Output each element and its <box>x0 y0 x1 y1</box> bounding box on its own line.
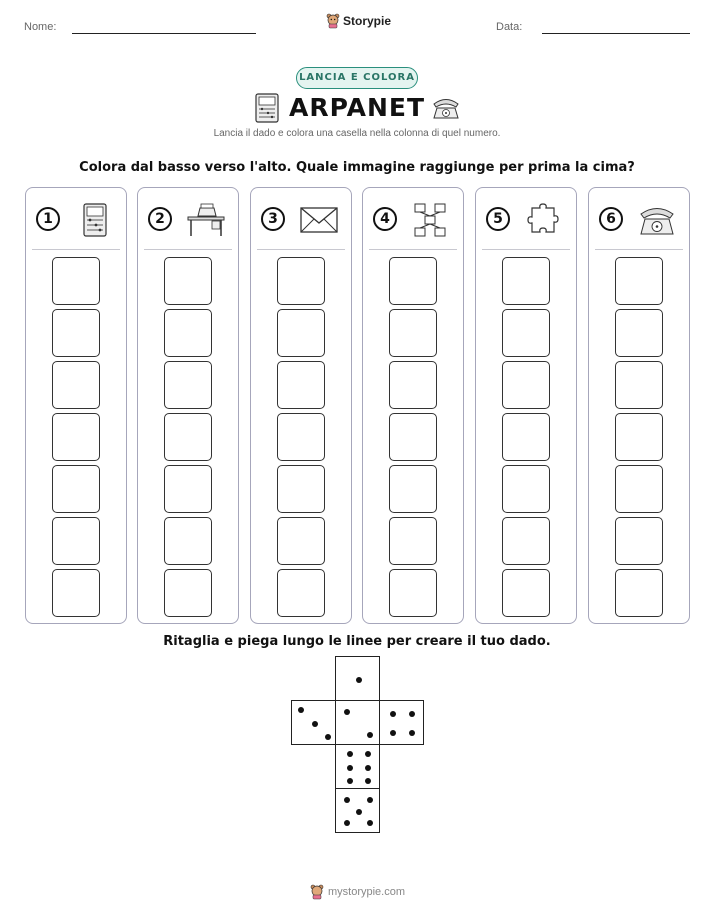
column-1 <box>25 187 127 624</box>
date-label: Data: <box>496 21 523 33</box>
die-pip <box>344 820 350 826</box>
die-pip <box>409 711 415 717</box>
column-divider <box>595 249 683 250</box>
color-box[interactable] <box>164 465 212 513</box>
bear-mascot-icon <box>326 13 340 29</box>
die-pip <box>344 797 350 803</box>
die-pip <box>390 711 396 717</box>
column-number: 2 <box>148 207 172 231</box>
column-header <box>589 188 689 250</box>
die-pip <box>356 809 362 815</box>
die-pip <box>365 778 371 784</box>
column-number: 6 <box>599 207 623 231</box>
die-pip <box>344 709 350 715</box>
color-box[interactable] <box>502 361 550 409</box>
column-number: 3 <box>261 207 285 231</box>
column-divider <box>257 249 345 250</box>
die-pip <box>312 721 318 727</box>
color-box[interactable] <box>277 413 325 461</box>
network-diagram-icon <box>409 202 453 238</box>
column-header <box>476 188 576 250</box>
column-number: 4 <box>373 207 397 231</box>
color-box[interactable] <box>52 309 100 357</box>
die-pip <box>367 732 373 738</box>
color-box[interactable] <box>389 413 437 461</box>
puzzle-piece-icon <box>522 202 566 238</box>
die-face-1 <box>335 656 380 701</box>
rotary-telephone-icon <box>635 202 679 238</box>
color-box[interactable] <box>389 569 437 617</box>
activity-badge: LANCIA E COLORA <box>296 67 418 89</box>
color-box[interactable] <box>502 413 550 461</box>
die-pip <box>356 677 362 683</box>
typewriter-desk-icon <box>184 202 228 238</box>
die-pip <box>347 765 353 771</box>
color-box[interactable] <box>615 257 663 305</box>
brand-name: Storypie <box>343 14 392 28</box>
column-2 <box>137 187 239 624</box>
column-3 <box>250 187 352 624</box>
die-face-6 <box>335 744 380 789</box>
footer <box>310 884 405 900</box>
envelope-icon <box>297 202 341 238</box>
color-box[interactable] <box>277 361 325 409</box>
column-4 <box>362 187 464 624</box>
die-pip <box>347 751 353 757</box>
footer-url: mystorypie.com <box>328 886 406 898</box>
color-box[interactable] <box>389 309 437 357</box>
color-box[interactable] <box>389 361 437 409</box>
column-divider <box>369 249 457 250</box>
color-box[interactable] <box>52 465 100 513</box>
die-pip <box>409 730 415 736</box>
die-pip <box>365 765 371 771</box>
color-box[interactable] <box>615 569 663 617</box>
title-row <box>0 90 714 126</box>
color-box[interactable] <box>502 257 550 305</box>
bear-mascot-icon <box>310 884 324 900</box>
column-header <box>251 188 351 250</box>
page-title: ARPANET <box>288 93 426 122</box>
color-box[interactable] <box>52 413 100 461</box>
abacus-computer-icon <box>72 202 116 238</box>
color-box[interactable] <box>502 569 550 617</box>
die-face-2 <box>335 700 380 745</box>
color-box[interactable] <box>615 465 663 513</box>
die-pip <box>365 751 371 757</box>
color-box[interactable] <box>164 413 212 461</box>
color-box[interactable] <box>52 517 100 565</box>
die-pip <box>325 734 331 740</box>
color-box[interactable] <box>615 517 663 565</box>
color-box[interactable] <box>615 309 663 357</box>
die-pip <box>347 778 353 784</box>
abacus-computer-icon <box>254 92 280 124</box>
column-header <box>26 188 126 250</box>
column-header <box>363 188 463 250</box>
color-box[interactable] <box>502 517 550 565</box>
color-box[interactable] <box>502 465 550 513</box>
name-label: Nome: <box>24 21 57 33</box>
subtitle: Lancia il dado e colora una casella nella colonna di quel numero. <box>213 128 501 139</box>
color-box[interactable] <box>502 309 550 357</box>
color-box[interactable] <box>277 569 325 617</box>
color-box[interactable] <box>277 257 325 305</box>
color-box[interactable] <box>277 309 325 357</box>
color-box[interactable] <box>389 257 437 305</box>
color-box[interactable] <box>164 517 212 565</box>
color-box[interactable] <box>164 569 212 617</box>
die-pip <box>367 797 373 803</box>
column-divider <box>482 249 570 250</box>
rotary-telephone-icon <box>430 94 462 120</box>
column-number: 5 <box>486 207 510 231</box>
die-pip <box>367 820 373 826</box>
date-line <box>542 33 690 34</box>
color-box[interactable] <box>615 413 663 461</box>
column-5 <box>475 187 577 624</box>
column-header <box>138 188 238 250</box>
die-pip <box>298 707 304 713</box>
column-divider <box>144 249 232 250</box>
color-box[interactable] <box>615 361 663 409</box>
column-divider <box>32 249 120 250</box>
color-box[interactable] <box>52 361 100 409</box>
brand-logo <box>326 13 391 29</box>
die-face-5 <box>335 788 380 833</box>
color-box[interactable] <box>389 465 437 513</box>
die-face-4 <box>379 700 424 745</box>
color-box[interactable] <box>164 309 212 357</box>
die-pip <box>390 730 396 736</box>
color-box[interactable] <box>164 361 212 409</box>
color-box[interactable] <box>52 257 100 305</box>
die-face-3 <box>291 700 336 745</box>
name-line <box>72 33 256 34</box>
column-number: 1 <box>36 207 60 231</box>
color-box[interactable] <box>389 517 437 565</box>
color-box[interactable] <box>277 517 325 565</box>
color-box[interactable] <box>277 465 325 513</box>
instruction: Colora dal basso verso l'alto. Quale immagine raggiunge per prima la cima? <box>79 160 635 175</box>
color-box[interactable] <box>52 569 100 617</box>
die-caption: Ritaglia e piega lungo le linee per creare il tuo dado. <box>163 634 551 649</box>
column-6 <box>588 187 690 624</box>
color-box[interactable] <box>164 257 212 305</box>
